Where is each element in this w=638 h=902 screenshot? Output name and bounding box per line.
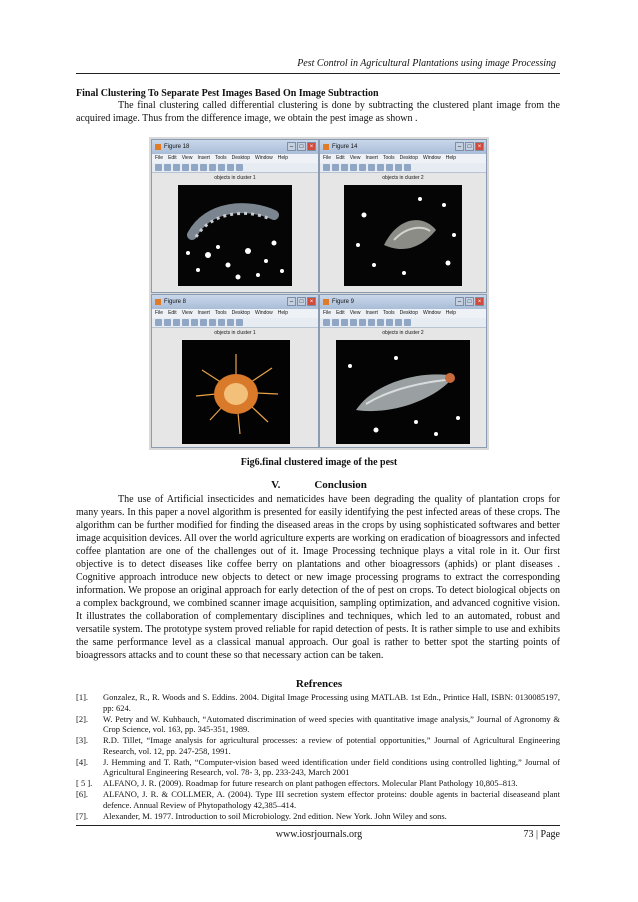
intro-text: The final clustering called differential clustering is done by subtracting the clustered plant image from the acquired image. Thus from the difference image, we obtain the pest image as shown . bbox=[76, 100, 560, 124]
pointer-icon[interactable] bbox=[359, 164, 366, 171]
menu-file[interactable]: File bbox=[323, 155, 332, 161]
zoom-in-icon[interactable] bbox=[368, 319, 375, 326]
reference-number: [4]. bbox=[76, 756, 89, 767]
toolbar bbox=[320, 163, 486, 173]
menu-tools[interactable]: Tools bbox=[382, 310, 395, 316]
menu-desktop[interactable]: Desktop bbox=[399, 155, 418, 161]
pointer-icon[interactable] bbox=[191, 164, 198, 171]
new-figure-icon[interactable] bbox=[323, 164, 330, 171]
minimize-icon[interactable]: – bbox=[287, 142, 296, 151]
pest-image bbox=[182, 340, 290, 444]
zoom-in-icon[interactable] bbox=[200, 164, 207, 171]
new-figure-icon[interactable] bbox=[155, 319, 162, 326]
reference-text: ALFANO, J. R. (2009). Roadmap for future research on plant pathogen effectors. Molecular Plant Pathology 10,805–813. bbox=[103, 778, 518, 788]
window-title: Figure 14 bbox=[332, 144, 358, 150]
menu-tools[interactable]: Tools bbox=[382, 155, 395, 161]
rotate-icon[interactable] bbox=[227, 319, 234, 326]
plot-title: objects in cluster 1 bbox=[214, 330, 256, 336]
reference-item bbox=[76, 692, 560, 713]
intro-paragraph bbox=[76, 99, 560, 125]
reference-item bbox=[76, 714, 560, 735]
zoom-in-icon[interactable] bbox=[200, 319, 207, 326]
menu-window[interactable]: Window bbox=[254, 310, 273, 316]
menu-file[interactable]: File bbox=[323, 310, 332, 316]
menu-desktop[interactable]: Desktop bbox=[399, 310, 418, 316]
menu-help[interactable]: Help bbox=[445, 310, 457, 316]
reference-number: [6]. bbox=[76, 789, 89, 799]
figure-window bbox=[151, 294, 319, 448]
plot-title: objects in cluster 2 bbox=[382, 330, 424, 336]
print-icon[interactable] bbox=[350, 164, 357, 171]
rotate-icon[interactable] bbox=[227, 164, 234, 171]
reference-item bbox=[76, 811, 560, 822]
close-icon[interactable]: × bbox=[307, 297, 316, 306]
menu-view[interactable]: View bbox=[349, 310, 361, 316]
menu-edit[interactable]: Edit bbox=[168, 310, 177, 316]
figure-window bbox=[319, 294, 487, 448]
pan-icon[interactable] bbox=[386, 164, 393, 171]
close-icon[interactable]: × bbox=[475, 297, 484, 306]
reference-text: W. Petry and W. Kuhbauch, “Automated discrimination of weed species with quantitative image analysis,” Journal of Agronomy & Crop Science, vol. 163, pp. 345-351, 1989. bbox=[103, 713, 560, 734]
print-icon[interactable] bbox=[182, 164, 189, 171]
menu-help[interactable]: Help bbox=[277, 155, 289, 161]
figure-icon bbox=[323, 299, 329, 305]
rotate-icon[interactable] bbox=[395, 164, 402, 171]
figure-icon bbox=[155, 144, 161, 150]
menu-edit[interactable]: Edit bbox=[168, 155, 177, 161]
menu-desktop[interactable]: Desktop bbox=[231, 155, 250, 161]
reference-text: Alexander, M. 1977. Introduction to soil Microbiology. 2nd edition. New York. John Wiley and sons. bbox=[103, 810, 447, 821]
reference-text: R.D. Tillet, “Image analysis for agricultural processes: a review of potential opportunities,” Journal of Agricultural Engineering Research, vol. 12, pp. 247-258, 1991. bbox=[103, 735, 560, 756]
reference-text: Gonzalez, R., R. Woods and S. Eddins. 2004. Digital Image Processing using MATLAB. 1st Edn., Printice Hall, ISBN: 0130085197, pp: 624. bbox=[103, 692, 560, 713]
header-rule bbox=[76, 73, 560, 74]
reference-item bbox=[76, 757, 560, 778]
menu-window[interactable]: Window bbox=[422, 310, 441, 316]
menu-tools[interactable]: Tools bbox=[214, 310, 227, 316]
menu-view[interactable]: View bbox=[349, 155, 361, 161]
open-icon[interactable] bbox=[332, 319, 339, 326]
pointer-icon[interactable] bbox=[359, 319, 366, 326]
menu-desktop[interactable]: Desktop bbox=[231, 310, 250, 316]
menu-view[interactable]: View bbox=[181, 310, 193, 316]
reference-number: [ 5 ]. bbox=[76, 778, 93, 788]
save-icon[interactable] bbox=[173, 164, 180, 171]
maximize-icon[interactable]: □ bbox=[297, 297, 306, 306]
section-number: V. bbox=[271, 479, 281, 491]
data-cursor-icon[interactable] bbox=[404, 319, 411, 326]
new-figure-icon[interactable] bbox=[155, 164, 162, 171]
reference-number: [2]. bbox=[76, 713, 89, 724]
menu-bar bbox=[320, 309, 486, 318]
open-icon[interactable] bbox=[164, 319, 171, 326]
maximize-icon[interactable]: □ bbox=[297, 142, 306, 151]
plot-title: objects in cluster 1 bbox=[214, 175, 256, 181]
menu-insert[interactable]: Insert bbox=[197, 155, 210, 161]
zoom-out-icon[interactable] bbox=[377, 164, 384, 171]
section-title: Final Clustering To Separate Pest Images Based On Image Subtraction bbox=[76, 88, 379, 99]
minimize-icon[interactable]: – bbox=[287, 297, 296, 306]
new-figure-icon[interactable] bbox=[323, 319, 330, 326]
menu-tools[interactable]: Tools bbox=[214, 155, 227, 161]
running-head: Pest Control in Agricultural Plantations using image Processing bbox=[297, 58, 556, 69]
minimize-icon[interactable]: – bbox=[455, 142, 464, 151]
reference-item bbox=[76, 778, 560, 789]
zoom-out-icon[interactable] bbox=[377, 319, 384, 326]
conclusion-text: The use of Artificial insecticides and nematicides have been degrading the quality of plantation crops for many years. In this paper a novel algorithm is presented for easily identifying the pest infected areas of these crops. The algorithm can be further modified for finding the diseased areas in the crops by using sophisticated softwares and better image acquisition devices. All over the world agriculture experts are working on eradication of bioagressors and infected coffee plantation are one of the challenges out of it. Image Processing technique plays a vital role in it. Our first objective is to detect diseases like coffee berry on plantations and other bioagressors (aphids) or plant diseases . Cognitive approach introduce new objects to detect or new image processing programs to extract the corresponding information. We propose an original approach for early detection of the of pest on crops. To detect biological objects on a complex background, we combined scanner image acquisition, sampling optimization, and advanced cognitive vision. It illustrates the collaboration of complementary disciplines and techniques, which led to an automated, robust and versatile system. The prototype system proved reliable for rapid detection of pests. It is rather simple to use and exhibits the same performance level as a classical manual approach. Our goal is rather to better spot the starting points of bioagressors attacks and to count these so that necessary action can be taken. bbox=[76, 494, 560, 661]
menu-window[interactable]: Window bbox=[254, 155, 273, 161]
pointer-icon[interactable] bbox=[191, 319, 198, 326]
data-cursor-icon[interactable] bbox=[236, 164, 243, 171]
rotate-icon[interactable] bbox=[395, 319, 402, 326]
toolbar bbox=[152, 163, 318, 173]
pan-icon[interactable] bbox=[218, 319, 225, 326]
maximize-icon[interactable]: □ bbox=[465, 142, 474, 151]
print-icon[interactable] bbox=[182, 319, 189, 326]
menu-view[interactable]: View bbox=[181, 155, 193, 161]
conclusion-paragraph bbox=[76, 493, 560, 662]
figure-icon bbox=[155, 299, 161, 305]
pest-image bbox=[344, 185, 462, 286]
pan-icon[interactable] bbox=[218, 164, 225, 171]
conclusion-heading bbox=[0, 479, 638, 491]
zoom-out-icon[interactable] bbox=[209, 319, 216, 326]
reference-item bbox=[76, 735, 560, 756]
reference-item bbox=[76, 789, 560, 810]
footer-rule bbox=[76, 825, 560, 826]
pan-icon[interactable] bbox=[386, 319, 393, 326]
save-icon[interactable] bbox=[341, 319, 348, 326]
menu-bar bbox=[152, 309, 318, 318]
open-icon[interactable] bbox=[332, 164, 339, 171]
maximize-icon[interactable]: □ bbox=[465, 297, 474, 306]
reference-number: [3]. bbox=[76, 735, 89, 745]
save-icon[interactable] bbox=[173, 319, 180, 326]
reference-number: [7]. bbox=[76, 810, 89, 821]
reference-number: [1]. bbox=[76, 692, 89, 702]
toolbar bbox=[152, 318, 318, 328]
minimize-icon[interactable]: – bbox=[455, 297, 464, 306]
menu-insert[interactable]: Insert bbox=[365, 155, 378, 161]
menu-edit[interactable]: Edit bbox=[336, 155, 345, 161]
references-list bbox=[76, 692, 560, 822]
menu-window[interactable]: Window bbox=[422, 155, 441, 161]
menu-bar bbox=[152, 154, 318, 163]
menu-help[interactable]: Help bbox=[277, 310, 289, 316]
window-title: Figure 8 bbox=[164, 299, 187, 305]
zoom-in-icon[interactable] bbox=[368, 164, 375, 171]
toolbar bbox=[320, 318, 486, 328]
menu-insert[interactable]: Insert bbox=[365, 310, 378, 316]
close-icon[interactable]: × bbox=[307, 142, 316, 151]
figure-window bbox=[151, 139, 319, 293]
print-icon[interactable] bbox=[350, 319, 357, 326]
menu-insert[interactable]: Insert bbox=[197, 310, 210, 316]
close-icon[interactable]: × bbox=[475, 142, 484, 151]
menu-help[interactable]: Help bbox=[445, 155, 457, 161]
references-heading: Refrences bbox=[295, 678, 343, 690]
reference-text: J. Hemming and T. Rath, “Computer-vision based weed identification under field conditions using controlled lighting,” Journal of Agricultural Engineering Research, vol. 78- 3, pp. 233-243, March 2001 bbox=[103, 756, 560, 777]
open-icon[interactable] bbox=[164, 164, 171, 171]
window-title: Figure 18 bbox=[164, 144, 190, 150]
menu-bar bbox=[320, 154, 486, 163]
pest-image bbox=[336, 340, 470, 444]
menu-file[interactable]: File bbox=[155, 310, 164, 316]
save-icon[interactable] bbox=[341, 164, 348, 171]
reference-text: ALFANO, J. R. & COLLMER, A. (2004). Type III secretion system effector proteins: double agents in bacterial diseaseand plant defence. Annual Review of Phytopathology 42,385–414. bbox=[103, 789, 560, 810]
menu-edit[interactable]: Edit bbox=[336, 310, 345, 316]
figure-caption: Fig6.final clustered image of the pest bbox=[240, 457, 398, 468]
footer-url[interactable]: www.iosrjournals.org bbox=[275, 829, 363, 840]
section-heading: Conclusion bbox=[314, 479, 367, 491]
menu-file[interactable]: File bbox=[155, 155, 164, 161]
window-title: Figure 9 bbox=[332, 299, 355, 305]
pest-image bbox=[178, 185, 292, 286]
data-cursor-icon[interactable] bbox=[404, 164, 411, 171]
plot-title: objects in cluster 2 bbox=[382, 175, 424, 181]
figure-composite bbox=[149, 137, 489, 450]
zoom-out-icon[interactable] bbox=[209, 164, 216, 171]
page-number: 73 | Page bbox=[523, 829, 560, 840]
data-cursor-icon[interactable] bbox=[236, 319, 243, 326]
figure-window bbox=[319, 139, 487, 293]
figure-icon bbox=[323, 144, 329, 150]
